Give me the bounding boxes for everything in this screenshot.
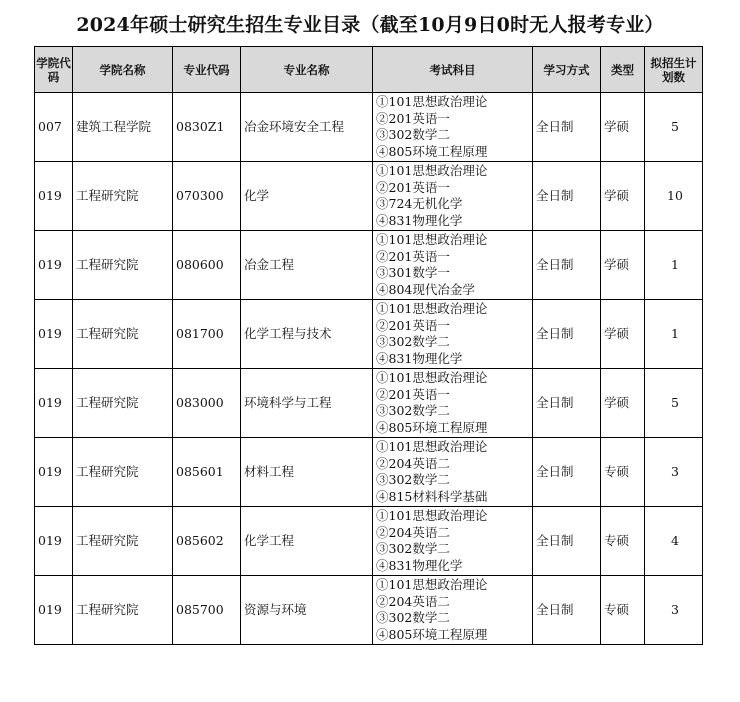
exam-subjects-cell xyxy=(373,369,533,438)
exam-subject-item: ③724无机化学 xyxy=(376,196,463,211)
table-row xyxy=(35,576,703,645)
major-code-cell: 081700 xyxy=(173,300,241,369)
header-exam-subjects: 考试科目 xyxy=(373,47,533,93)
major-code-cell: 080600 xyxy=(173,231,241,300)
planned-enrollment-cell: 4 xyxy=(645,507,703,576)
major-code-cell: 085602 xyxy=(173,507,241,576)
exam-subjects-cell xyxy=(373,507,533,576)
exam-subject-item: ②201英语一 xyxy=(376,179,450,195)
exam-subject-item: ③302数学二 xyxy=(376,472,450,487)
college-name-cell: 工程研究院 xyxy=(73,162,173,231)
exam-subject-item: ③302数学二 xyxy=(376,127,450,142)
type-cell: 专硕 xyxy=(601,507,645,576)
type-cell: 学硕 xyxy=(601,300,645,369)
exam-subjects-cell xyxy=(373,93,533,162)
exam-subject-item: ④831物理化学 xyxy=(376,557,463,573)
exam-subject-item: ④805环境工程原理 xyxy=(376,143,488,159)
table-row xyxy=(35,369,703,438)
header-type: 类型 xyxy=(601,47,645,93)
type-cell: 专硕 xyxy=(601,576,645,645)
college-code-cell: 019 xyxy=(35,576,73,645)
type-cell: 学硕 xyxy=(601,231,645,300)
college-code-cell: 007 xyxy=(35,93,73,162)
exam-subject-item: ①101思想政治理论 xyxy=(376,232,488,247)
exam-subject-item: ①101思想政治理论 xyxy=(376,370,488,385)
exam-subject-item: ②204英语二 xyxy=(376,524,450,540)
exam-subject-item: ①101思想政治理论 xyxy=(376,163,488,178)
planned-enrollment-cell: 1 xyxy=(645,231,703,300)
major-code-cell: 085601 xyxy=(173,438,241,507)
major-name-cell: 材料工程 xyxy=(241,438,373,507)
college-code-cell: 019 xyxy=(35,507,73,576)
college-code-cell: 019 xyxy=(35,369,73,438)
college-name-cell: 工程研究院 xyxy=(73,507,173,576)
exam-subject-item: ②204英语二 xyxy=(376,593,450,609)
exam-subject-item: ①101思想政治理论 xyxy=(376,577,488,592)
college-code-cell: 019 xyxy=(35,162,73,231)
exam-subject-item: ④815材料科学基础 xyxy=(376,488,488,504)
college-name-cell: 工程研究院 xyxy=(73,369,173,438)
exam-subject-item: ①101思想政治理论 xyxy=(376,439,488,454)
table-header-row xyxy=(35,47,703,93)
exam-subject-item: ④831物理化学 xyxy=(376,212,463,228)
exam-subjects-cell xyxy=(373,300,533,369)
planned-enrollment-cell: 3 xyxy=(645,438,703,507)
college-name-cell: 工程研究院 xyxy=(73,576,173,645)
page-title: 2024年硕士研究生招生专业目录（截至10月9日0时无人报考专业） xyxy=(76,14,664,36)
exam-subject-item: ④831物理化学 xyxy=(376,350,463,366)
planned-enrollment-cell: 1 xyxy=(645,300,703,369)
study-mode-cell: 全日制 xyxy=(533,507,601,576)
table-row xyxy=(35,300,703,369)
planned-enrollment-cell: 10 xyxy=(645,162,703,231)
planned-enrollment-cell: 5 xyxy=(645,93,703,162)
major-name-cell: 化学工程与技术 xyxy=(241,300,373,369)
type-cell: 专硕 xyxy=(601,438,645,507)
major-name-cell: 环境科学与工程 xyxy=(241,369,373,438)
study-mode-cell: 全日制 xyxy=(533,231,601,300)
enrollment-catalog-table xyxy=(34,46,703,645)
college-name-cell: 建筑工程学院 xyxy=(73,93,173,162)
exam-subject-item: ③301数学一 xyxy=(376,265,450,280)
exam-subjects-cell xyxy=(373,231,533,300)
table-row xyxy=(35,507,703,576)
major-name-cell: 资源与环境 xyxy=(241,576,373,645)
exam-subjects-cell xyxy=(373,162,533,231)
exam-subject-item: ③302数学二 xyxy=(376,610,450,625)
header-planned-enrollment: 拟招生计划数 xyxy=(645,47,703,93)
exam-subjects-cell xyxy=(373,576,533,645)
header-college-name: 学院名称 xyxy=(73,47,173,93)
exam-subject-item: ④804现代冶金学 xyxy=(376,281,475,297)
exam-subject-item: ③302数学二 xyxy=(376,334,450,349)
exam-subjects-cell xyxy=(373,438,533,507)
exam-subject-item: ②201英语一 xyxy=(376,248,450,264)
exam-subject-item: ③302数学二 xyxy=(376,541,450,556)
major-code-cell: 083000 xyxy=(173,369,241,438)
type-cell: 学硕 xyxy=(601,162,645,231)
exam-subject-item: ②201英语一 xyxy=(376,317,450,333)
major-code-cell: 085700 xyxy=(173,576,241,645)
exam-subject-item: ①101思想政治理论 xyxy=(376,301,488,316)
major-code-cell: 0830Z1 xyxy=(173,93,241,162)
college-name-cell: 工程研究院 xyxy=(73,231,173,300)
exam-subject-item: ①101思想政治理论 xyxy=(376,94,488,109)
header-major-code: 专业代码 xyxy=(173,47,241,93)
header-college-code: 学院代码 xyxy=(35,47,73,93)
exam-subject-item: ②204英语二 xyxy=(376,455,450,471)
planned-enrollment-cell: 3 xyxy=(645,576,703,645)
exam-subject-item: ②201英语一 xyxy=(376,110,450,126)
major-code-cell: 070300 xyxy=(173,162,241,231)
major-name-cell: 冶金工程 xyxy=(241,231,373,300)
table-row xyxy=(35,162,703,231)
header-major-name: 专业名称 xyxy=(241,47,373,93)
major-name-cell: 冶金环境安全工程 xyxy=(241,93,373,162)
study-mode-cell: 全日制 xyxy=(533,438,601,507)
major-name-cell: 化学 xyxy=(241,162,373,231)
table-row xyxy=(35,438,703,507)
study-mode-cell: 全日制 xyxy=(533,576,601,645)
college-name-cell: 工程研究院 xyxy=(73,438,173,507)
exam-subject-item: ①101思想政治理论 xyxy=(376,508,488,523)
exam-subject-item: ④805环境工程原理 xyxy=(376,626,488,642)
major-name-cell: 化学工程 xyxy=(241,507,373,576)
study-mode-cell: 全日制 xyxy=(533,369,601,438)
exam-subject-item: ②201英语一 xyxy=(376,386,450,402)
type-cell: 学硕 xyxy=(601,93,645,162)
study-mode-cell: 全日制 xyxy=(533,162,601,231)
study-mode-cell: 全日制 xyxy=(533,300,601,369)
exam-subject-item: ③302数学二 xyxy=(376,403,450,418)
planned-enrollment-cell: 5 xyxy=(645,369,703,438)
table-row xyxy=(35,93,703,162)
college-code-cell: 019 xyxy=(35,438,73,507)
college-code-cell: 019 xyxy=(35,231,73,300)
type-cell: 学硕 xyxy=(601,369,645,438)
study-mode-cell: 全日制 xyxy=(533,93,601,162)
college-name-cell: 工程研究院 xyxy=(73,300,173,369)
header-study-mode: 学习方式 xyxy=(533,47,601,93)
college-code-cell: 019 xyxy=(35,300,73,369)
exam-subject-item: ④805环境工程原理 xyxy=(376,419,488,435)
table-row xyxy=(35,231,703,300)
